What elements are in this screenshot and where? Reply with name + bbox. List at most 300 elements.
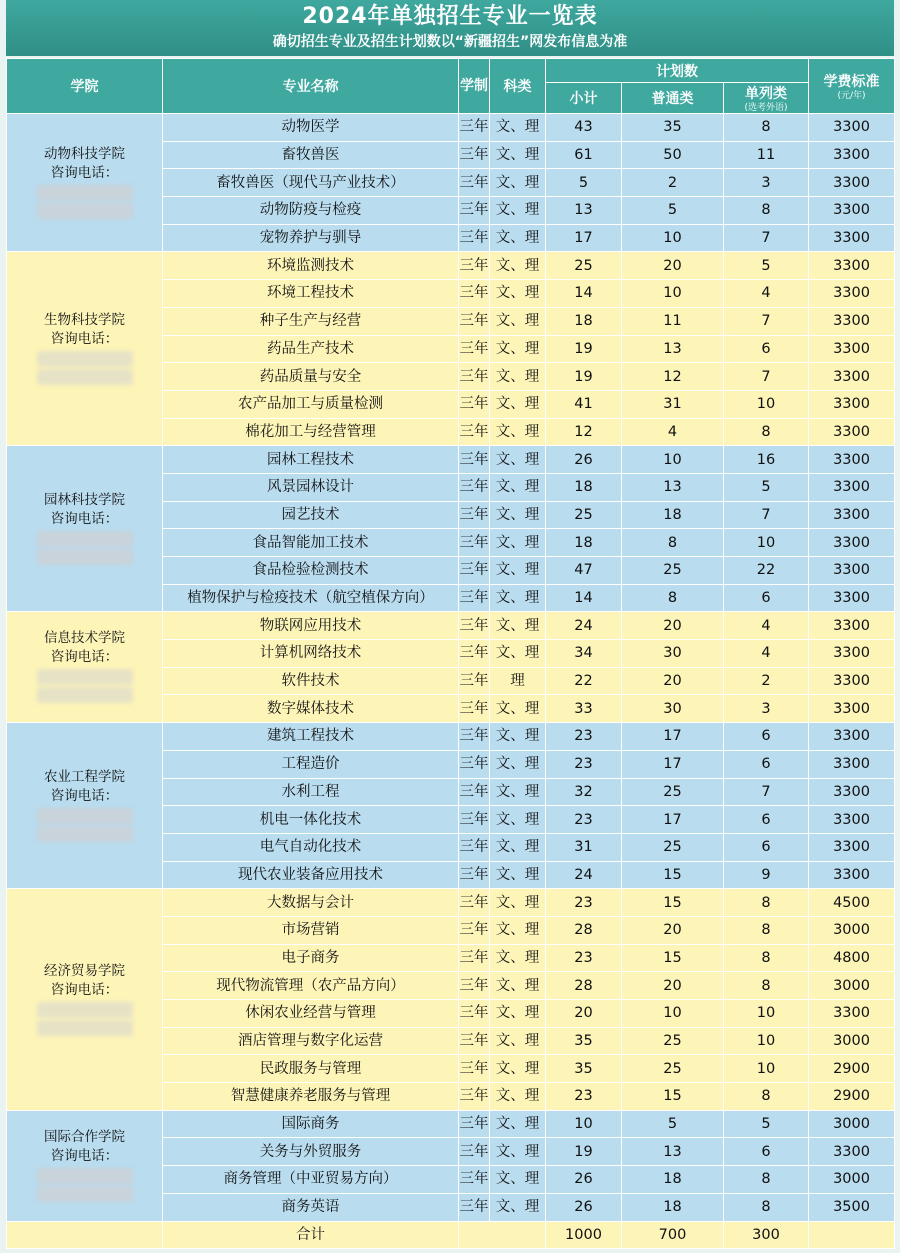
general-cell: 13 [622,1138,724,1166]
subject-cell: 文、理 [490,1055,546,1083]
total-blank [459,1221,546,1248]
subject-cell: 文、理 [490,114,546,142]
general-cell: 4 [622,418,724,446]
single-cell: 7 [724,501,809,529]
general-cell: 11 [622,307,724,335]
single-cell: 22 [724,557,809,585]
redacted-contact [37,369,133,385]
subject-cell: 文、理 [490,640,546,668]
college-name: 信息技术学院 [44,630,125,647]
single-cell: 6 [724,806,809,834]
subject-cell: 文、理 [490,972,546,1000]
single-cell: 10 [724,529,809,557]
duration-cell: 三年 [459,446,490,474]
duration-cell: 三年 [459,750,490,778]
general-cell: 17 [622,723,724,751]
subject-cell: 文、理 [490,280,546,308]
duration-cell: 三年 [459,280,490,308]
duration-cell: 三年 [459,114,490,142]
general-cell: 25 [622,1027,724,1055]
subtotal-cell: 31 [546,833,622,861]
subtotal-cell: 18 [546,307,622,335]
subtotal-cell: 26 [546,446,622,474]
single-cell: 8 [724,1193,809,1221]
fee-cell: 3300 [809,1138,895,1166]
subtotal-cell: 23 [546,889,622,917]
single-cell: 7 [724,224,809,252]
single-cell: 6 [724,335,809,363]
college-name: 动物科技学院 [44,145,125,162]
page-title: 2024年单独招生专业一览表 [302,4,598,29]
major-cell: 大数据与会计 [163,889,459,917]
fee-cell: 3300 [809,529,895,557]
page-subtitle: 确切招生专业及招生计划数以“新疆招生”网发布信息为准 [272,34,628,50]
duration-cell: 三年 [459,252,490,280]
fee-cell: 3300 [809,750,895,778]
header-major: 专业名称 [163,59,459,114]
single-cell: 8 [724,916,809,944]
subtotal-cell: 25 [546,501,622,529]
header-single [724,83,809,114]
subtotal-cell: 23 [546,944,622,972]
duration-cell: 三年 [459,1193,490,1221]
major-cell: 数字媒体技术 [163,695,459,723]
college-name: 国际合作学院 [44,1128,125,1145]
subtotal-cell: 23 [546,723,622,751]
redacted-phone [37,1168,133,1184]
fee-cell: 3300 [809,501,895,529]
major-cell: 机电一体化技术 [163,806,459,834]
major-cell: 畜牧兽医 [163,141,459,169]
subtotal-cell: 14 [546,584,622,612]
general-cell: 30 [622,695,724,723]
subtotal-cell: 19 [546,335,622,363]
fee-cell: 3300 [809,612,895,640]
major-cell: 食品检验检测技术 [163,557,459,585]
major-cell: 商务英语 [163,1193,459,1221]
header-college: 学院 [7,59,163,114]
general-cell: 10 [622,224,724,252]
college-contact: 咨询电话： [50,787,119,804]
duration-cell: 三年 [459,778,490,806]
fee-cell: 3300 [809,778,895,806]
fee-cell: 2900 [809,1055,895,1083]
major-cell: 药品生产技术 [163,335,459,363]
subject-cell: 文、理 [490,944,546,972]
major-cell: 市场营销 [163,916,459,944]
major-cell: 现代农业装备应用技术 [163,861,459,889]
header-subject: 科类 [490,59,546,114]
duration-cell: 三年 [459,695,490,723]
college-contact: 咨询电话： [50,981,119,998]
major-cell: 食品智能加工技术 [163,529,459,557]
subtotal-cell: 28 [546,972,622,1000]
duration-cell: 三年 [459,1000,490,1028]
major-cell: 软件技术 [163,667,459,695]
college-cell [7,889,163,1111]
duration-cell: 三年 [459,723,490,751]
subject-cell: 文、理 [490,197,546,225]
major-cell: 民政服务与管理 [163,1055,459,1083]
major-cell: 工程造价 [163,750,459,778]
redacted-phone [37,531,133,547]
fee-cell: 3300 [809,640,895,668]
majors-table [6,58,895,1249]
fee-cell: 3300 [809,169,895,197]
fee-cell: 3300 [809,252,895,280]
redacted-phone [37,1002,133,1018]
general-cell: 5 [622,197,724,225]
fee-cell: 3300 [809,141,895,169]
general-cell: 10 [622,446,724,474]
duration-cell: 三年 [459,390,490,418]
single-cell: 7 [724,778,809,806]
major-cell: 关务与外贸服务 [163,1138,459,1166]
fee-cell: 3300 [809,224,895,252]
fee-cell: 3500 [809,1193,895,1221]
single-cell: 6 [724,1138,809,1166]
duration-cell: 三年 [459,916,490,944]
fee-cell: 3300 [809,833,895,861]
single-cell: 6 [724,833,809,861]
table-row [7,446,895,474]
subtotal-cell: 41 [546,390,622,418]
subtotal-cell: 35 [546,1055,622,1083]
subtotal-cell: 18 [546,529,622,557]
table-row [7,612,895,640]
fee-cell: 3300 [809,363,895,391]
subtotal-cell: 12 [546,418,622,446]
subtotal-cell: 23 [546,806,622,834]
general-cell: 25 [622,833,724,861]
fee-cell: 3000 [809,1027,895,1055]
general-cell: 20 [622,252,724,280]
subtotal-cell: 19 [546,1138,622,1166]
fee-cell: 2900 [809,1083,895,1111]
subtotal-cell: 23 [546,1083,622,1111]
college-cell [7,446,163,612]
redacted-contact [37,1020,133,1036]
major-cell: 环境监测技术 [163,252,459,280]
college-name: 经济贸易学院 [44,962,125,979]
general-cell: 18 [622,1193,724,1221]
subtotal-cell: 25 [546,252,622,280]
general-cell: 17 [622,750,724,778]
college-contact: 咨询电话： [50,1147,119,1164]
general-cell: 15 [622,1083,724,1111]
single-cell: 8 [724,1083,809,1111]
single-cell: 11 [724,141,809,169]
table-row [7,1110,895,1138]
duration-cell: 三年 [459,473,490,501]
major-cell: 计算机网络技术 [163,640,459,668]
subject-cell: 文、理 [490,695,546,723]
major-cell: 动物防疫与检疫 [163,197,459,225]
major-cell: 园林工程技术 [163,446,459,474]
general-cell: 10 [622,280,724,308]
total-general: 700 [622,1221,724,1248]
subject-cell: 文、理 [490,1000,546,1028]
total-single: 300 [724,1221,809,1248]
subject-cell: 文、理 [490,1083,546,1111]
duration-cell: 三年 [459,224,490,252]
duration-cell: 三年 [459,667,490,695]
fee-cell: 3300 [809,473,895,501]
table-row [7,723,895,751]
duration-cell: 三年 [459,889,490,917]
subject-cell: 文、理 [490,1193,546,1221]
subject-cell: 文、理 [490,141,546,169]
major-cell: 商务管理（中亚贸易方向） [163,1166,459,1194]
general-cell: 50 [622,141,724,169]
college-cell [7,1110,163,1221]
single-cell: 8 [724,114,809,142]
duration-cell: 三年 [459,197,490,225]
single-cell: 8 [724,972,809,1000]
subtotal-cell: 43 [546,114,622,142]
fee-cell: 3300 [809,861,895,889]
general-cell: 13 [622,335,724,363]
subject-cell: 文、理 [490,224,546,252]
fee-cell: 3000 [809,1110,895,1138]
subtotal-cell: 22 [546,667,622,695]
subtotal-cell: 23 [546,750,622,778]
subject-cell: 文、理 [490,889,546,917]
general-cell: 18 [622,1166,724,1194]
duration-cell: 三年 [459,972,490,1000]
table-row [7,252,895,280]
subject-cell: 文、理 [490,612,546,640]
general-cell: 35 [622,114,724,142]
major-cell: 宠物养护与驯导 [163,224,459,252]
subtotal-cell: 26 [546,1193,622,1221]
subject-cell: 文、理 [490,252,546,280]
total-subtotal: 1000 [546,1221,622,1248]
subtotal-cell: 33 [546,695,622,723]
subject-cell: 理 [490,667,546,695]
major-cell: 环境工程技术 [163,280,459,308]
subtotal-cell: 24 [546,612,622,640]
subtotal-cell: 34 [546,640,622,668]
duration-cell: 三年 [459,612,490,640]
fee-cell: 3300 [809,114,895,142]
subtotal-cell: 28 [546,916,622,944]
subject-cell: 文、理 [490,584,546,612]
single-cell: 4 [724,640,809,668]
major-cell: 药品质量与安全 [163,363,459,391]
single-cell: 10 [724,1000,809,1028]
single-cell: 4 [724,612,809,640]
header-fee [809,59,895,114]
general-cell: 15 [622,861,724,889]
table-row [7,114,895,142]
subject-cell: 文、理 [490,916,546,944]
duration-cell: 三年 [459,557,490,585]
header-duration: 学制 [459,59,490,114]
subtotal-cell: 26 [546,1166,622,1194]
duration-cell: 三年 [459,584,490,612]
single-cell: 8 [724,1166,809,1194]
single-cell: 3 [724,169,809,197]
subtotal-cell: 61 [546,141,622,169]
major-cell: 酒店管理与数字化运营 [163,1027,459,1055]
general-cell: 30 [622,640,724,668]
single-cell: 6 [724,723,809,751]
major-cell: 畜牧兽医（现代马产业技术） [163,169,459,197]
subject-cell: 文、理 [490,1110,546,1138]
table-body [7,114,895,1249]
redacted-phone [37,351,133,367]
duration-cell: 三年 [459,1166,490,1194]
major-cell: 水利工程 [163,778,459,806]
duration-cell: 三年 [459,307,490,335]
header-fee-unit: (元/年) [837,91,866,101]
subtotal-cell: 5 [546,169,622,197]
total-blank [809,1221,895,1248]
major-cell: 电气自动化技术 [163,833,459,861]
major-cell: 国际商务 [163,1110,459,1138]
single-cell: 10 [724,1055,809,1083]
subject-cell: 文、理 [490,446,546,474]
duration-cell: 三年 [459,1055,490,1083]
subtotal-cell: 14 [546,280,622,308]
college-name: 农业工程学院 [44,768,125,785]
subtotal-cell: 32 [546,778,622,806]
subject-cell: 文、理 [490,833,546,861]
general-cell: 17 [622,806,724,834]
table-row [7,889,895,917]
single-cell: 9 [724,861,809,889]
redacted-phone [37,669,133,685]
subtotal-cell: 35 [546,1027,622,1055]
single-cell: 8 [724,197,809,225]
single-cell: 8 [724,418,809,446]
single-cell: 2 [724,667,809,695]
single-cell: 4 [724,280,809,308]
duration-cell: 三年 [459,806,490,834]
college-cell [7,723,163,889]
subject-cell: 文、理 [490,1027,546,1055]
subtotal-cell: 17 [546,224,622,252]
duration-cell: 三年 [459,1138,490,1166]
header-single-note: (选考外语) [744,103,788,113]
college-cell [7,114,163,252]
college-name: 生物科技学院 [44,311,125,328]
major-cell: 农产品加工与质量检测 [163,390,459,418]
major-cell: 电子商务 [163,944,459,972]
duration-cell: 三年 [459,501,490,529]
single-cell: 16 [724,446,809,474]
general-cell: 20 [622,612,724,640]
fee-cell: 4500 [809,889,895,917]
single-cell: 8 [724,889,809,917]
single-cell: 6 [724,584,809,612]
fee-cell: 3000 [809,1166,895,1194]
major-cell: 智慧健康养老服务与管理 [163,1083,459,1111]
fee-cell: 3300 [809,557,895,585]
subject-cell: 文、理 [490,861,546,889]
subject-cell: 文、理 [490,418,546,446]
duration-cell: 三年 [459,640,490,668]
general-cell: 5 [622,1110,724,1138]
duration-cell: 三年 [459,141,490,169]
single-cell: 5 [724,1110,809,1138]
fee-cell: 3300 [809,584,895,612]
major-cell: 植物保护与检疫技术（航空植保方向） [163,584,459,612]
major-cell: 现代物流管理（农产品方向） [163,972,459,1000]
subject-cell: 文、理 [490,501,546,529]
redacted-contact [37,203,133,219]
single-cell: 7 [724,363,809,391]
subject-cell: 文、理 [490,307,546,335]
header-fee-label: 学费标准 [823,74,880,90]
redacted-contact [37,549,133,565]
fee-cell: 3300 [809,335,895,363]
college-contact: 咨询电话： [50,330,119,347]
single-cell: 6 [724,750,809,778]
single-cell: 5 [724,252,809,280]
redacted-phone [37,808,133,824]
subject-cell: 文、理 [490,1138,546,1166]
redacted-phone [37,185,133,201]
fee-cell: 3300 [809,418,895,446]
subtotal-cell: 47 [546,557,622,585]
single-cell: 5 [724,473,809,501]
fee-cell: 3000 [809,916,895,944]
major-cell: 建筑工程技术 [163,723,459,751]
fee-cell: 3000 [809,972,895,1000]
subject-cell: 文、理 [490,750,546,778]
general-cell: 25 [622,1055,724,1083]
redacted-contact [37,687,133,703]
redacted-contact [37,826,133,842]
general-cell: 15 [622,944,724,972]
header-plan: 计划数 [546,59,809,83]
general-cell: 2 [622,169,724,197]
major-cell: 风景园林设计 [163,473,459,501]
page-header [6,0,894,56]
duration-cell: 三年 [459,1027,490,1055]
subject-cell: 文、理 [490,473,546,501]
college-cell [7,252,163,446]
single-cell: 10 [724,390,809,418]
fee-cell: 3300 [809,390,895,418]
subtotal-cell: 19 [546,363,622,391]
fee-cell: 3300 [809,667,895,695]
general-cell: 15 [622,889,724,917]
duration-cell: 三年 [459,833,490,861]
duration-cell: 三年 [459,944,490,972]
subject-cell: 文、理 [490,529,546,557]
college-contact: 咨询电话： [50,164,119,181]
subtotal-cell: 13 [546,197,622,225]
general-cell: 12 [622,363,724,391]
fee-cell: 3300 [809,446,895,474]
general-cell: 20 [622,972,724,1000]
general-cell: 25 [622,557,724,585]
subject-cell: 文、理 [490,723,546,751]
total-row [7,1221,895,1248]
college-cell [7,612,163,723]
subtotal-cell: 10 [546,1110,622,1138]
total-label: 合计 [163,1221,459,1248]
single-cell: 10 [724,1027,809,1055]
general-cell: 25 [622,778,724,806]
duration-cell: 三年 [459,1110,490,1138]
general-cell: 13 [622,473,724,501]
general-cell: 31 [622,390,724,418]
single-cell: 7 [724,307,809,335]
